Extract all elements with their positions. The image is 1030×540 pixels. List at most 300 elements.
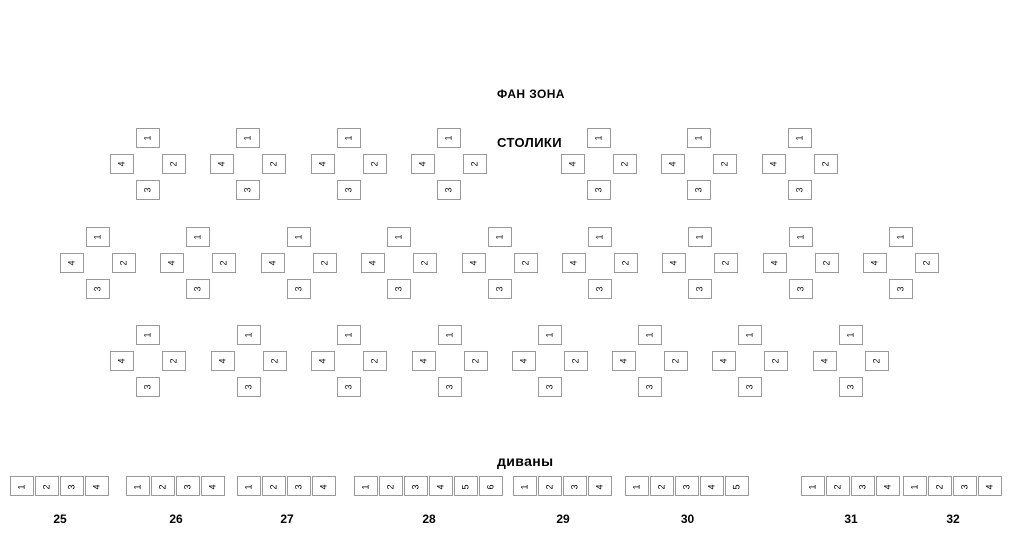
- table-seat-bottom[interactable]: [789, 279, 813, 299]
- table-seat-bottom[interactable]: [738, 377, 762, 397]
- table-seat-left[interactable]: [311, 351, 335, 371]
- sofa-seat[interactable]: [953, 476, 977, 496]
- sofa-group[interactable]: [126, 476, 226, 496]
- seat-number: 2: [520, 260, 531, 266]
- seat-number: 3: [795, 286, 806, 292]
- seat-number: 2: [268, 484, 279, 490]
- seat-number: 3: [142, 187, 153, 193]
- seat-number: 1: [393, 234, 404, 240]
- table-seat-top[interactable]: [287, 227, 311, 247]
- table-seat-right[interactable]: [363, 154, 387, 174]
- table-seat-left[interactable]: [160, 253, 184, 273]
- table-group[interactable]: [712, 325, 788, 401]
- seat-number: 3: [444, 384, 455, 390]
- seat-number: 3: [92, 286, 103, 292]
- seat-number: 4: [567, 161, 578, 167]
- seat-number: 2: [656, 484, 667, 490]
- table-seat-top[interactable]: [638, 325, 662, 345]
- seat-number: 3: [393, 286, 404, 292]
- table-seat-top[interactable]: [488, 227, 512, 247]
- seat-number: 1: [92, 234, 103, 240]
- sofa-seat[interactable]: [151, 476, 175, 496]
- seat-number: 3: [343, 187, 354, 193]
- seat-number: 1: [694, 234, 705, 240]
- table-seat-top[interactable]: [86, 227, 110, 247]
- seat-number: 2: [369, 358, 380, 364]
- seat-number: 4: [418, 358, 429, 364]
- seat-number: 3: [243, 384, 254, 390]
- sofa-seat[interactable]: [563, 476, 587, 496]
- sofa-seat[interactable]: [650, 476, 674, 496]
- seat-number: 1: [242, 135, 253, 141]
- seat-number: 1: [142, 332, 153, 338]
- table-seat-top[interactable]: [839, 325, 863, 345]
- table-group[interactable]: [411, 128, 487, 204]
- table-seat-top[interactable]: [337, 325, 361, 345]
- table-group[interactable]: [60, 227, 136, 303]
- seat-number: 1: [293, 234, 304, 240]
- table-seat-top[interactable]: [788, 128, 812, 148]
- table-seat-bottom[interactable]: [788, 180, 812, 200]
- table-seat-bottom[interactable]: [587, 180, 611, 200]
- seat-number: 1: [693, 135, 704, 141]
- seat-number: 1: [593, 135, 604, 141]
- table-seat-right[interactable]: [714, 253, 738, 273]
- sofa-seat[interactable]: [826, 476, 850, 496]
- table-group[interactable]: [110, 325, 186, 401]
- seat-number: 1: [494, 234, 505, 240]
- table-seat-top[interactable]: [186, 227, 210, 247]
- seat-number: 3: [192, 286, 203, 292]
- table-group[interactable]: [311, 325, 387, 401]
- table-seat-top[interactable]: [789, 227, 813, 247]
- seat-number: 1: [644, 332, 655, 338]
- seat-number: 4: [618, 358, 629, 364]
- table-seat-top[interactable]: [136, 128, 160, 148]
- seat-number: 2: [820, 161, 831, 167]
- table-seat-left[interactable]: [662, 253, 686, 273]
- table-seat-right[interactable]: [764, 351, 788, 371]
- table-seat-left[interactable]: [110, 351, 134, 371]
- seat-number: 2: [921, 260, 932, 266]
- seat-number: 1: [16, 484, 27, 490]
- sofa-seat[interactable]: [479, 476, 503, 496]
- table-seat-top[interactable]: [438, 325, 462, 345]
- sofa-number-label: 31: [844, 512, 858, 526]
- seat-number: 4: [768, 161, 779, 167]
- table-seat-bottom[interactable]: [687, 180, 711, 200]
- table-group[interactable]: [661, 128, 737, 204]
- table-seat-right[interactable]: [713, 154, 737, 174]
- table-seat-left[interactable]: [561, 154, 585, 174]
- sofa-seat[interactable]: [513, 476, 537, 496]
- seat-number: 3: [959, 484, 970, 490]
- sofa-seat[interactable]: [928, 476, 952, 496]
- table-seat-bottom[interactable]: [337, 377, 361, 397]
- seat-number: 2: [385, 484, 396, 490]
- table-seat-top[interactable]: [588, 227, 612, 247]
- sofa-seat[interactable]: [354, 476, 378, 496]
- sofa-seat[interactable]: [404, 476, 428, 496]
- seat-number: 3: [182, 484, 193, 490]
- seat-number: 2: [619, 161, 630, 167]
- table-seat-right[interactable]: [463, 154, 487, 174]
- seat-number: 1: [443, 135, 454, 141]
- seat-number: 4: [317, 161, 328, 167]
- seat-number: 3: [569, 484, 580, 490]
- sofa-number-label: 32: [946, 512, 960, 526]
- sofa-number-label: 30: [680, 512, 695, 526]
- seat-number: 3: [343, 384, 354, 390]
- table-seat-bottom[interactable]: [287, 279, 311, 299]
- tables-label: СТОЛИКИ: [497, 135, 563, 150]
- seat-number: 4: [594, 484, 605, 490]
- sofa-seat[interactable]: [851, 476, 875, 496]
- table-group[interactable]: [813, 325, 889, 401]
- table-seat-left[interactable]: [462, 253, 486, 273]
- seat-number: 1: [744, 332, 755, 338]
- table-seat-bottom[interactable]: [136, 377, 160, 397]
- seat-number: 1: [794, 135, 805, 141]
- seat-number: 3: [410, 484, 421, 490]
- sofa-seat[interactable]: [588, 476, 612, 496]
- seat-number: 3: [443, 187, 454, 193]
- sofa-seat[interactable]: [176, 476, 200, 496]
- table-seat-right[interactable]: [313, 253, 337, 273]
- seat-number: 2: [544, 484, 555, 490]
- table-seat-top[interactable]: [738, 325, 762, 345]
- table-seat-top[interactable]: [889, 227, 913, 247]
- seat-number: 1: [519, 484, 530, 490]
- seat-number: 1: [807, 484, 818, 490]
- table-seat-left[interactable]: [110, 154, 134, 174]
- fan-zone-label: ФАН ЗОНА: [497, 87, 565, 101]
- seat-number: 4: [984, 484, 995, 490]
- seat-number: 3: [857, 484, 868, 490]
- seat-number: 4: [217, 358, 228, 364]
- sofa-seat[interactable]: [237, 476, 261, 496]
- table-seat-top[interactable]: [236, 128, 260, 148]
- seat-number: 2: [821, 260, 832, 266]
- sofas-label: диваны: [497, 453, 554, 469]
- table-seat-right[interactable]: [464, 351, 488, 371]
- table-seat-bottom[interactable]: [237, 377, 261, 397]
- sofa-seat[interactable]: [10, 476, 34, 496]
- table-seat-bottom[interactable]: [387, 279, 411, 299]
- table-seat-right[interactable]: [413, 253, 437, 273]
- seat-number: 1: [594, 234, 605, 240]
- seat-number: 3: [293, 286, 304, 292]
- sofa-seat[interactable]: [876, 476, 900, 496]
- seat-number: 4: [367, 260, 378, 266]
- seat-number: 4: [417, 161, 428, 167]
- seat-number: 3: [845, 384, 856, 390]
- sofa-seat[interactable]: [903, 476, 927, 496]
- table-seat-top[interactable]: [587, 128, 611, 148]
- table-seat-left[interactable]: [813, 351, 837, 371]
- sofa-seat[interactable]: [85, 476, 109, 496]
- table-seat-top[interactable]: [437, 128, 461, 148]
- table-seat-bottom[interactable]: [236, 180, 260, 200]
- table-seat-bottom[interactable]: [588, 279, 612, 299]
- table-seat-left[interactable]: [210, 154, 234, 174]
- table-group[interactable]: [762, 128, 838, 204]
- table-seat-left[interactable]: [661, 154, 685, 174]
- seat-number: 2: [319, 260, 330, 266]
- seat-number: 4: [91, 484, 102, 490]
- table-group[interactable]: [462, 227, 538, 303]
- table-seat-top[interactable]: [538, 325, 562, 345]
- seat-number: 6: [485, 484, 496, 490]
- sofa-seat[interactable]: [454, 476, 478, 496]
- table-seat-right[interactable]: [363, 351, 387, 371]
- seat-number: 3: [694, 286, 705, 292]
- seat-number: 1: [132, 484, 143, 490]
- sofa-seat[interactable]: [978, 476, 1002, 496]
- table-seat-top[interactable]: [387, 227, 411, 247]
- seat-number: 1: [360, 484, 371, 490]
- sofa-seat[interactable]: [725, 476, 749, 496]
- table-seat-right[interactable]: [162, 351, 186, 371]
- seat-number: 1: [243, 332, 254, 338]
- sofa-number-label: 26: [169, 512, 183, 526]
- sofa-seat[interactable]: [538, 476, 562, 496]
- table-seat-right[interactable]: [212, 253, 236, 273]
- table-seat-bottom[interactable]: [688, 279, 712, 299]
- seat-number: 3: [142, 384, 153, 390]
- table-group[interactable]: [662, 227, 738, 303]
- seat-number: 4: [166, 260, 177, 266]
- seat-number: 1: [343, 135, 354, 141]
- sofa-seat[interactable]: [312, 476, 336, 496]
- table-seat-right[interactable]: [915, 253, 939, 273]
- table-seat-right[interactable]: [112, 253, 136, 273]
- table-seat-left[interactable]: [311, 154, 335, 174]
- seat-number: 2: [470, 358, 481, 364]
- table-group[interactable]: [763, 227, 839, 303]
- table-seat-right[interactable]: [614, 253, 638, 273]
- seat-number: 1: [795, 234, 806, 240]
- table-group[interactable]: [311, 128, 387, 204]
- table-seat-left[interactable]: [712, 351, 736, 371]
- seat-number: 1: [142, 135, 153, 141]
- seat-number: 2: [770, 358, 781, 364]
- sofa-group[interactable]: [625, 476, 750, 496]
- seat-number: 1: [444, 332, 455, 338]
- seat-number: 4: [116, 161, 127, 167]
- table-group[interactable]: [361, 227, 437, 303]
- sofa-seat[interactable]: [801, 476, 825, 496]
- seat-number: 2: [934, 484, 945, 490]
- sofa-seat[interactable]: [201, 476, 225, 496]
- sofa-seat[interactable]: [287, 476, 311, 496]
- sofa-group[interactable]: [354, 476, 504, 496]
- sofa-seat[interactable]: [625, 476, 649, 496]
- table-seat-bottom[interactable]: [337, 180, 361, 200]
- table-seat-right[interactable]: [613, 154, 637, 174]
- sofa-seat[interactable]: [126, 476, 150, 496]
- sofa-group[interactable]: [903, 476, 1003, 496]
- seat-number: 2: [41, 484, 52, 490]
- table-seat-left[interactable]: [412, 351, 436, 371]
- seat-number: 3: [293, 484, 304, 490]
- table-seat-bottom[interactable]: [186, 279, 210, 299]
- seat-number: 3: [593, 187, 604, 193]
- seat-number: 4: [819, 358, 830, 364]
- seat-number: 3: [544, 384, 555, 390]
- sofa-group[interactable]: [801, 476, 901, 496]
- table-seat-right[interactable]: [263, 351, 287, 371]
- seat-number: 1: [243, 484, 254, 490]
- seat-number: 3: [744, 384, 755, 390]
- table-group[interactable]: [612, 325, 688, 401]
- seat-number: 1: [544, 332, 555, 338]
- seat-number: 1: [845, 332, 856, 338]
- table-seat-left[interactable]: [211, 351, 235, 371]
- seat-number: 4: [267, 260, 278, 266]
- table-group[interactable]: [512, 325, 588, 401]
- seat-number: 4: [718, 358, 729, 364]
- table-group[interactable]: [210, 128, 286, 204]
- seat-number: 2: [620, 260, 631, 266]
- sofa-seat[interactable]: [35, 476, 59, 496]
- seat-number: 5: [460, 484, 471, 490]
- seat-number: 2: [469, 161, 480, 167]
- seat-number: 4: [769, 260, 780, 266]
- seat-number: 4: [317, 358, 328, 364]
- table-seat-bottom[interactable]: [488, 279, 512, 299]
- sofa-seat[interactable]: [429, 476, 453, 496]
- table-seat-left[interactable]: [361, 253, 385, 273]
- table-seat-left[interactable]: [562, 253, 586, 273]
- seat-number: 2: [670, 358, 681, 364]
- table-seat-left[interactable]: [411, 154, 435, 174]
- table-seat-right[interactable]: [262, 154, 286, 174]
- seat-number: 3: [66, 484, 77, 490]
- table-seat-left[interactable]: [863, 253, 887, 273]
- sofa-group[interactable]: [10, 476, 110, 496]
- table-seat-left[interactable]: [60, 253, 84, 273]
- table-seat-left[interactable]: [763, 253, 787, 273]
- table-group[interactable]: [863, 227, 939, 303]
- table-seat-right[interactable]: [664, 351, 688, 371]
- seat-number: 4: [435, 484, 446, 490]
- seat-number: 3: [895, 286, 906, 292]
- table-group[interactable]: [412, 325, 488, 401]
- table-seat-bottom[interactable]: [437, 180, 461, 200]
- seat-number: 3: [644, 384, 655, 390]
- table-seat-top[interactable]: [136, 325, 160, 345]
- seat-number: 2: [168, 358, 179, 364]
- seat-number: 2: [832, 484, 843, 490]
- seat-number: 2: [719, 161, 730, 167]
- table-seat-right[interactable]: [564, 351, 588, 371]
- seat-number: 1: [909, 484, 920, 490]
- sofa-group[interactable]: [237, 476, 337, 496]
- seat-number: 3: [794, 187, 805, 193]
- table-seat-right[interactable]: [162, 154, 186, 174]
- sofa-number-label: 28: [422, 512, 436, 526]
- table-seat-top[interactable]: [237, 325, 261, 345]
- table-group[interactable]: [561, 128, 637, 204]
- table-seat-bottom[interactable]: [538, 377, 562, 397]
- table-seat-left[interactable]: [762, 154, 786, 174]
- table-seat-right[interactable]: [865, 351, 889, 371]
- table-seat-bottom[interactable]: [839, 377, 863, 397]
- sofa-seat[interactable]: [379, 476, 403, 496]
- table-group[interactable]: [562, 227, 638, 303]
- table-seat-right[interactable]: [815, 253, 839, 273]
- sofa-seat[interactable]: [700, 476, 724, 496]
- seat-number: 4: [882, 484, 893, 490]
- seat-number: 1: [895, 234, 906, 240]
- seat-number: 2: [720, 260, 731, 266]
- seat-number: 4: [869, 260, 880, 266]
- seat-number: 2: [168, 161, 179, 167]
- seat-number: 4: [706, 484, 717, 490]
- seat-number: 2: [419, 260, 430, 266]
- table-seat-bottom[interactable]: [438, 377, 462, 397]
- sofa-seat[interactable]: [262, 476, 286, 496]
- seat-number: 2: [218, 260, 229, 266]
- seat-number: 4: [216, 161, 227, 167]
- table-seat-bottom[interactable]: [136, 180, 160, 200]
- table-group[interactable]: [261, 227, 337, 303]
- seat-number: 1: [192, 234, 203, 240]
- seat-number: 4: [518, 358, 529, 364]
- seat-number: 2: [369, 161, 380, 167]
- table-seat-bottom[interactable]: [86, 279, 110, 299]
- seat-number: 1: [631, 484, 642, 490]
- table-seat-left[interactable]: [261, 253, 285, 273]
- table-seat-bottom[interactable]: [638, 377, 662, 397]
- seat-number: 3: [693, 187, 704, 193]
- seat-number: 2: [118, 260, 129, 266]
- seat-number: 3: [494, 286, 505, 292]
- seat-number: 2: [871, 358, 882, 364]
- seat-number: 3: [242, 187, 253, 193]
- seat-number: 3: [594, 286, 605, 292]
- table-seat-left[interactable]: [612, 351, 636, 371]
- seat-number: 2: [157, 484, 168, 490]
- table-group[interactable]: [160, 227, 236, 303]
- seat-number: 4: [116, 358, 127, 364]
- seat-number: 4: [207, 484, 218, 490]
- seat-number: 4: [568, 260, 579, 266]
- table-seat-right[interactable]: [514, 253, 538, 273]
- sofa-seat[interactable]: [60, 476, 84, 496]
- seat-number: 2: [269, 358, 280, 364]
- table-seat-left[interactable]: [512, 351, 536, 371]
- sofa-number-label: 27: [280, 512, 294, 526]
- table-group[interactable]: [211, 325, 287, 401]
- sofa-number-label: 25: [53, 512, 67, 526]
- seat-number: 3: [681, 484, 692, 490]
- sofa-seat[interactable]: [675, 476, 699, 496]
- seat-number: 5: [731, 484, 742, 490]
- table-seat-top[interactable]: [687, 128, 711, 148]
- table-seat-top[interactable]: [688, 227, 712, 247]
- table-seat-right[interactable]: [814, 154, 838, 174]
- sofa-group[interactable]: [513, 476, 613, 496]
- table-seat-bottom[interactable]: [889, 279, 913, 299]
- seat-number: 4: [468, 260, 479, 266]
- table-group[interactable]: [110, 128, 186, 204]
- seat-number: 4: [668, 260, 679, 266]
- table-seat-top[interactable]: [337, 128, 361, 148]
- seat-number: 4: [667, 161, 678, 167]
- seat-number: 2: [570, 358, 581, 364]
